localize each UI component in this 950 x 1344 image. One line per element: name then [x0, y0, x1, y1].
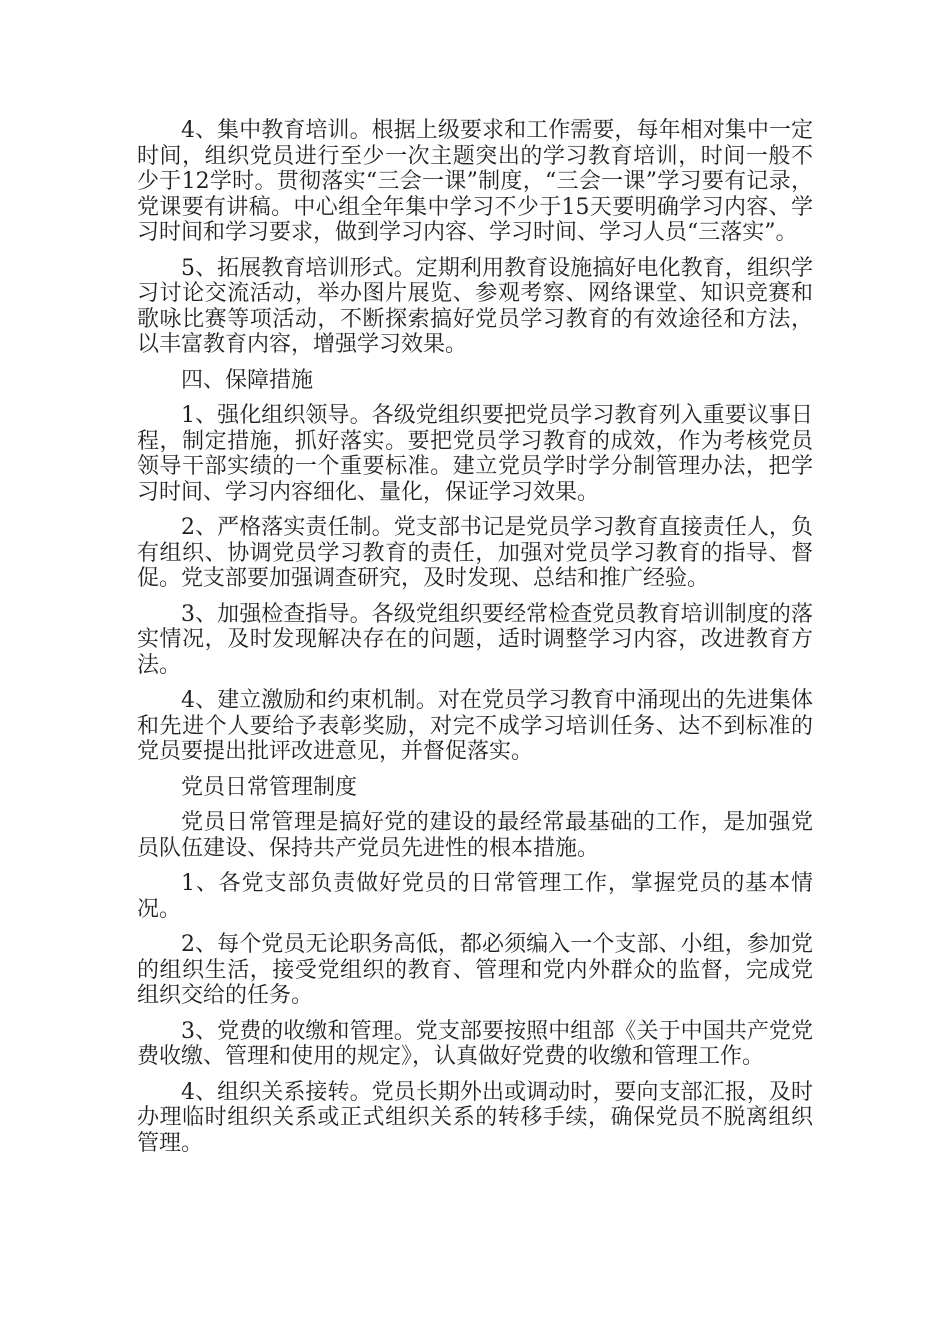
paragraph-inspection: 3、加强检查指导。各级党组织要经常检查党员教育培训制度的落实情况，及时发现解决存在的问题，适时调整学习内容，改进教育方法。: [137, 601, 813, 678]
paragraph-training-forms: 5、拓展教育培训形式。定期利用教育设施搞好电化教育，组织学习讨论交流活动，举办图片展览、参观考察、网络课堂、知识竞赛和歌咏比赛等项活动，不断探索搞好党员学习教育的有效途径和方法，以丰富教育内容，增强学习效果。: [137, 255, 813, 357]
section-heading-guarantee: 四、保障措施: [181, 367, 314, 393]
paragraph-daily-3: 3、党费的收缴和管理。党支部要按照中组部《关于中国共产党党费收缴、管理和使用的规定》，认真做好党费的收缴和管理工作。: [137, 1018, 813, 1069]
paragraph-training-concentrated: 4、集中教育培训。根据上级要求和工作需要，每年相对集中一定时间，组织党员进行至少一次主题突出的学习教育培训，时间一般不少于12学时。贯彻落实“三会一课”制度，“三会一课”学习要有记录，党课要有讲稿。中心组全年集中学习不少于15天要明确学习内容、学习时间和学习要求，做到学习内容、学习时间、学习人员“三落实”。: [137, 118, 813, 245]
paragraph-leadership: 1、强化组织领导。各级党组织要把党员学习教育列入重要议事日程，制定措施，抓好落实。要把党员学习教育的成效，作为考核党员领导干部实绩的一个重要标准。建立党员学时学分制管理办法，把学习时间、学习内容细化、量化，保证学习效果。: [137, 403, 813, 505]
paragraph-daily-2: 2、每个党员无论职务高低，都必须编入一个支部、小组，参加党的组织生活，接受党组织的教育、管理和党内外群众的监督，完成党组织交给的任务。: [137, 932, 813, 1008]
paragraph-incentive: 4、建立激励和约束机制。对在党员学习教育中涌现出的先进集体和先进个人要给予表彰奖励，对完不成学习培训任务、达不到标准的党员要提出批评改进意见，并督促落实。: [137, 688, 813, 764]
section-heading-daily-management: 党员日常管理制度: [181, 774, 358, 800]
paragraph-daily-4: 4、组织关系接转。党员长期外出或调动时，要向支部汇报，及时办理临时组织关系或正式组织关系的转移手续，确保党员不脱离组织管理。: [137, 1079, 813, 1156]
document-body: [137, 118, 813, 1166]
paragraph-daily-intro: 党员日常管理是搞好党的建设的最经常最基础的工作，是加强党员队伍建设、保持共产党员先进性的根本措施。: [137, 810, 813, 861]
paragraph-daily-1: 1、各党支部负责做好党员的日常管理工作，掌握党员的基本情况。: [137, 871, 813, 922]
paragraph-responsibility: 2、严格落实责任制。党支部书记是党员学习教育直接责任人，负有组织、协调党员学习教育的责任，加强对党员学习教育的指导、督促。党支部要加强调查研究，及时发现、总结和推广经验。: [137, 515, 813, 591]
